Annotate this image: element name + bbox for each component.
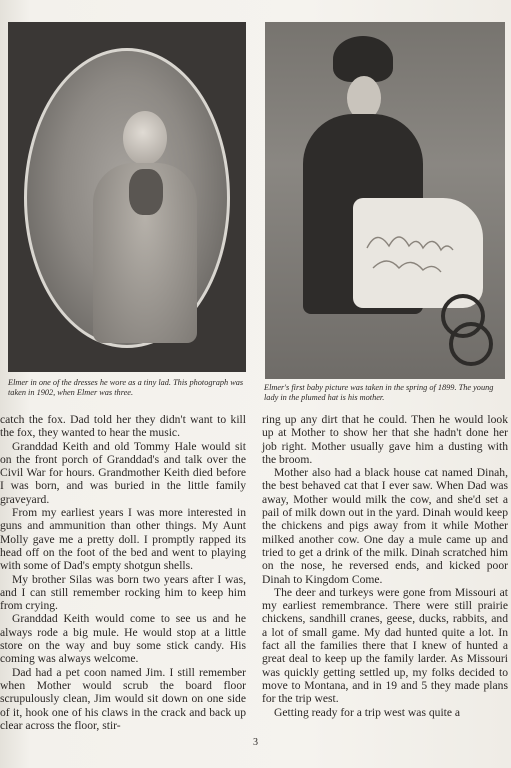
child-head <box>123 111 167 165</box>
paragraph: Granddad Keith would come to see us and he always rode a big mule. He would stop at a little store on the way and buy some stick candy. His coming was always welcome. <box>0 612 246 666</box>
paragraph: Dad had a pet coon named Jim. I still remember when Mother would scrub the board floor scrupulously clean, Jim would sit down on one side of it, hook one of his claws in the crack and back up clear across the floor, stir- <box>0 665 246 732</box>
paragraph: catch the fox. Dad told her they didn't want to kill the fox, they wanted to hear the music. <box>0 413 246 440</box>
handwritten-inscription <box>353 198 483 308</box>
oval-vignette <box>24 48 230 348</box>
photo-mother-and-baby <box>265 22 505 379</box>
caption-right: Elmer's first baby picture was taken in the spring of 1899. The young lady in the plumed hat is his mother. <box>264 383 494 402</box>
baby-carriage <box>353 198 483 308</box>
paragraph: Granddad Keith and old Tommy Hale would sit on the front porch of Granddad's and talk over the Civil War for hours. Grandmother Keith died before I was born, and was buried in the little family graveyard. <box>0 439 246 506</box>
paragraph: My brother Silas was born two years after I was, and I can still remember rocking him to keep him from crying. <box>0 572 246 613</box>
carriage-wheel <box>449 322 493 366</box>
page-number: 3 <box>253 737 258 748</box>
child-bow <box>129 169 163 215</box>
paragraph: From my earliest years I was more interested in guns and ammunition than other things. My Aunt Molly gave me a pretty doll. I promptly rapped its head off on the foot of the bed and went to playing with some of Dad's empty shotgun shells. <box>0 506 246 573</box>
paragraph: Mother also had a black house cat named Dinah, the best behaved cat that I ever saw. When Dad was away, Mother would milk the cow, and she'd set a pail of milk down out in the yard. Dinah would keep the chickens and pigs away from it while Mother milked another cow. One day a mule came up and tried to get a drink of the milk. Dinah scratched him on the nose, he reversed ends, and kicked poor Dinah to Kingdom Come. <box>262 466 508 586</box>
text-column-left <box>0 413 246 732</box>
paragraph: The deer and turkeys were gone from Missouri at my earliest remembrance. There were still prairie chickens, sandhill cranes, geese, ducks, rabbits, and a lot of small game. My dad hunted quite a lot. In fact all the families there that I knew of hunted a great deal to keep up the family larder. As Missouri was quickly getting settled up, my folks decided to move to Montana, and in 19 and 5 they made plans for the trip west. <box>262 585 508 706</box>
paragraph: ring up any dirt that he could. Then he would look up at Mother to show her that she hadn't done her job right. Mother usually gave him a dusting with the broom. <box>262 413 508 466</box>
text-column-right <box>262 413 508 719</box>
paragraph: Getting ready for a trip west was quite a <box>274 705 461 719</box>
photo-child-portrait <box>8 22 246 372</box>
caption-left: Elmer in one of the dresses he wore as a tiny lad. This photograph was taken in 1902, when Elmer was three. <box>8 378 244 397</box>
